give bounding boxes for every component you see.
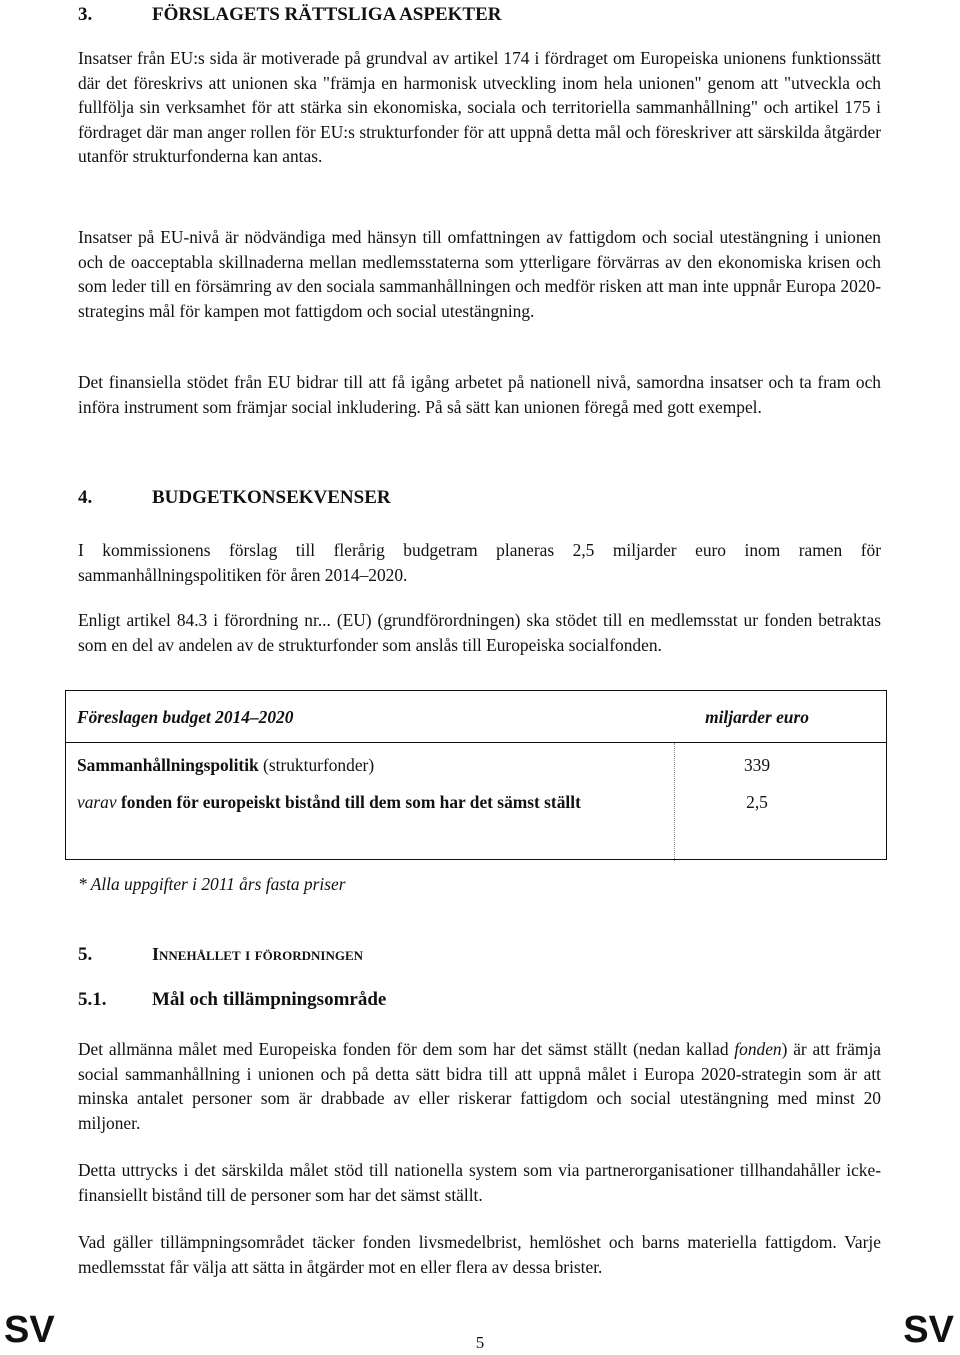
section-title: Innehållet i förordningen xyxy=(152,944,364,964)
table-header-row xyxy=(66,691,886,743)
bold-text: Sammanhållningspolitik xyxy=(77,755,259,775)
paragraph: Detta uttrycks i det särskilda målet stöd till nationella system som via partnerorganisationer tillhandahåller icke-finansiellt bistånd till de personer som har det sämst ställt. xyxy=(78,1160,881,1205)
section-number: 3. xyxy=(78,4,93,25)
text-run: Det allmänna målet med Europeiska fonden för dem som har det sämst ställt (nedan kallad xyxy=(78,1039,735,1059)
paragraph: Insatser på EU-nivå är nödvändiga med hänsyn till omfattningen av fattigdom och social utestängning i unionen och de oacceptabla skillnaderna mellan medlemsstaterna som ytterligare förvärras av den ekonomiska krisen och som leder till en försämring av den sociala sammanhållningen och medför risken att man inte uppnår Europa 2020-strategins mål för kampen mot fattigdom och social utestängning. xyxy=(78,227,881,321)
table-cell-label xyxy=(77,753,597,778)
paragraph: Det finansiella stödet från EU bidrar till att få igång arbetet på nationell nivå, samordna insatser och ta fram och införa instrument som främjar social inkludering. På så sätt kan unionen föregå med gott exempel. xyxy=(78,372,881,417)
subsection-number: 5.1. xyxy=(78,989,107,1010)
footnote: * Alla uppgifter i 2011 års fasta priser xyxy=(78,874,346,894)
paragraph xyxy=(78,1037,881,1135)
italic-text: varav xyxy=(77,792,117,812)
section-title: FÖRSLAGETS RÄTTSLIGA ASPEKTER xyxy=(152,4,502,25)
italic-text: fonden xyxy=(734,1039,782,1059)
paragraph: Insatser från EU:s sida är motiverade på grundval av artikel 174 i fördraget om Europeiska unionens funktionssätt där det föreskrivs att unionen ska "främja en harmonisk utveckling inom hela unionen" genom att "utveckla och fullfölja sin verksamhet för att stärka sin ekonomiska, sociala och territoriella sammanhållning" och artikel 175 i fördraget där man anger rollen för EU:s strukturfonder för att uppnå detta mål och föreskriver att särskilda åtgärder utanför strukturfonderna kan antas. xyxy=(78,48,881,166)
section-number: 4. xyxy=(78,487,93,508)
paragraph: Enligt artikel 84.3 i förordning nr... (EU) (grundförordningen) ska stödet till en medlemsstat ur fonden betraktas som en del av andelen av de strukturfonder som anslås till Europeiska socialfonden. xyxy=(78,610,881,655)
section-title: BUDGETKONSEKVENSER xyxy=(152,487,391,508)
paragraph: I kommissionens förslag till flerårig budgetram planeras 2,5 miljarder euro inom ramen för sammanhållningspolitiken för åren 2014–2020. xyxy=(78,540,881,585)
page-number: 5 xyxy=(475,1333,485,1352)
table-header-left: Föreslagen budget 2014–2020 xyxy=(77,707,294,727)
table-header-right: miljarder euro xyxy=(705,707,809,727)
section-5-heading xyxy=(78,944,363,966)
budget-table xyxy=(65,690,887,860)
section-number: 5. xyxy=(78,944,93,965)
table-cell-label xyxy=(77,790,597,815)
language-code-right: SV xyxy=(903,1309,954,1351)
table-cell-value: 2,5 xyxy=(746,792,768,812)
text-run: ) är att främja social sammanhållning i unionen och på detta sätt bidra till att uppnå målet i Europa 2020-strategin som är att minska antalet personer som är drabbade av eller riskerar fattigdom och social utestängning med minst 20 miljoner. xyxy=(78,1039,881,1133)
paragraph: Vad gäller tillämpningsområdet täcker fonden livsmedelbrist, hemlöshet och barns materiella fattigdom. Varje medlemsstat får välja att sätta in åtgärder mot en eller flera av dessa brister. xyxy=(78,1232,881,1277)
language-code-left: SV xyxy=(4,1309,55,1351)
table-cell-value: 339 xyxy=(743,755,771,775)
subsection-title: Mål och tillämpningsområde xyxy=(152,989,387,1010)
section-4-heading xyxy=(78,487,391,509)
bold-text: fonden för europeiskt bistånd till dem som har det sämst ställt xyxy=(116,792,581,812)
section-3-heading xyxy=(78,4,502,26)
label-rest: (strukturfonder) xyxy=(258,755,375,775)
subsection-5-1-heading xyxy=(78,989,386,1011)
